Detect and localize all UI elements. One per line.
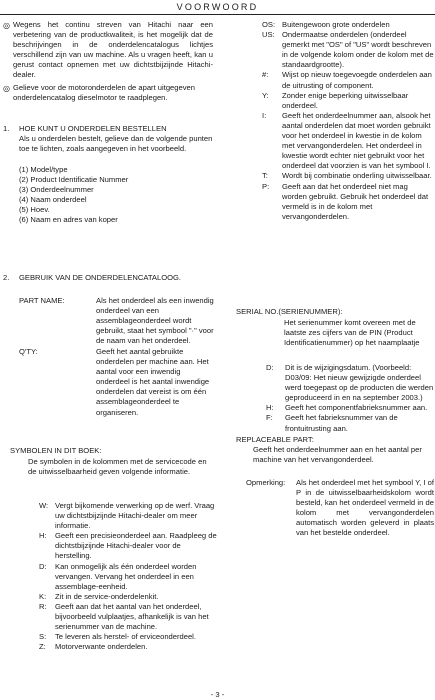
list-item: R: Geeft aan dat het aantal van het onderdeel, bijvoorbeeld vulplaatjes, afhankelijk is van het serienummer van de machine.	[39, 601, 209, 632]
symbols-heading: SYMBOLEN IN DIT BOEK:	[10, 446, 102, 455]
bullet-icon: ◎	[3, 21, 10, 30]
section1-text: Als u onderdelen bestelt, gelieve dan de volgende punten toe te lichten, zoals aangegeven in het voorbeeld.	[19, 134, 213, 154]
list-item: #: Wijst op nieuw toegevoegde onderdelen aan de uitrusting of component.	[262, 70, 432, 90]
qty-label: Q'TY:	[19, 347, 38, 356]
list-item: T: Wordt bij combinatie onderling uitwisselbaar.	[262, 171, 432, 181]
list-item: D: Dit is de wijzigingsdatum. (Voorbeeld: D03/09: Het nieuw gewijzigde onderdeel werd toegepast op de producten die werden geproduceerd in en na september 2003.)	[266, 363, 434, 403]
intro-text-1: Wegens het continu streven van Hitachi naar een verbetering van de productkwaliteit, is het mogelijk dat de beschrijvingen in de onderdelencatalogus lichtjes verschillend zijn van uw machine. Als u vragen heeft, kan u gerust contact opnemen met uw dichtstbijzijnde Hitachi-dealer.	[13, 20, 213, 80]
list-item: S: Te leveren als herstel- of erviceonderdeel.	[39, 632, 196, 642]
list-item: Z: Motorverwante onderdelen.	[39, 642, 148, 652]
list-item: K: Zit in de service-onderdelenkit.	[39, 591, 159, 601]
list-item: D: Kan onmogelijk als één onderdeel worden vervangen. Vervang het onderdeel in een assemblage-eenheid.	[39, 561, 197, 591]
list-item: I: Geeft het onderdeelnummer aan, alsook het aantal onderdelen dat moet worden gebruikt voor het onderdeel in kwestie in de kolom met vervangonderdelen. Het onderdeel in kwestie wordt echter niet gebruikt voor het onderdeel dat voorzien is van het symbool I.	[262, 110, 431, 171]
list-item: OS: Buitengewoon grote onderdelen	[262, 20, 390, 29]
section2-heading: GEBRUIK VAN DE ONDERDELENCATALOOG.	[19, 273, 182, 282]
remark-label: Opmerking:	[246, 478, 286, 487]
page-number: - 3 -	[210, 690, 225, 699]
list-item: H: Geeft het componentfabrieksnummer aan.	[266, 403, 428, 413]
list-item: (2) Product Identificatie Nummer	[19, 175, 129, 185]
list-item: H: Geeft een precisieonderdeel aan. Raadpleeg de dichtstbijzijnde Hitachi-dealer voor de herstelling.	[39, 531, 217, 561]
serial-text: Het serienummer komt overeen met de laatste zes cijfers van de PIN (Product Identificatienummer) op het naamplaatje	[284, 318, 420, 348]
list-item: (3) Onderdeelnummer	[19, 185, 94, 195]
section1-number: 1.	[3, 124, 10, 133]
serial-list	[266, 363, 434, 434]
part-name-text: Als het onderdeel als een inwendig onderdeel van een assemblageonderdeel wordt gebruikt, staat het symbool "·" voor de naam van het onderdeel.	[96, 296, 214, 346]
replaceable-heading: REPLACEABLE PART:	[236, 435, 314, 444]
bullet-icon: ◎	[3, 84, 10, 93]
list-item: US: Ondermaatse onderdelen (onderdeel gemerkt met "OS" of "US" wordt beschreven in de volgende kolom onder de kolom met de standaardgrootte).	[262, 30, 434, 70]
intro-bullet-1	[3, 20, 213, 81]
list-item: (6) Naam en adres van koper	[19, 215, 118, 225]
list-item: Y: Zonder enige beperking uitwisselbaar onderdeel.	[262, 90, 409, 110]
list-item: F: Geeft het fabrieksnummer van de frontuitrusting aan.	[266, 413, 398, 433]
list-item: (1) Model/type	[19, 165, 68, 174]
part-name-label: PART NAME:	[19, 296, 65, 305]
symbols-left-list	[39, 501, 219, 652]
list-item: (5) Hoev.	[19, 205, 50, 215]
page-title: VOORWOORD	[176, 2, 259, 12]
qty-text: Geeft het aantal gebruikte onderdelen per machine aan. Het aantal voor een inwendig onderdeel is het aantal inwendige onderdelen dat vereist is om één assemblageonderdeel te organiseren.	[96, 347, 210, 417]
list-item: (4) Naam onderdeel	[19, 195, 87, 205]
section2-number: 2.	[3, 273, 10, 282]
remark-text: Als het onderdeel met het symbool Y, I of P in de uitwisselbaarheidskolom wordt besteld, kan het onderdeel vermeld in de kolom met vervangonderdelen automatisch worden geleverd in plaats van het bestelde onderdeel.	[296, 478, 434, 538]
serial-heading: SERIAL NO.(SERIENUMMER):	[236, 307, 343, 316]
list-item: P: Geeft aan dat het onderdeel niet mag worden gebruikt. Gebruik het onderdeel dat vermeld is in de kolom met vervangonderdelen.	[262, 181, 429, 221]
replaceable-text: Geeft het onderdeelnummer aan en het aantal per machine van het vervangonderdeel.	[253, 445, 422, 465]
section1-heading: HOE KUNT U ONDERDELEN BESTELLEN	[19, 124, 167, 133]
symbols-right-list	[262, 20, 434, 222]
section1-list	[19, 165, 128, 226]
list-item: W: Vergt bijkomende verwerking op de werf. Vraag uw dichtstbijzijnde Hitachi-dealer om meer informatie.	[39, 501, 215, 531]
symbols-intro: De symbolen in de kolommen met de servicecode en de uitwisselbaarheid geven volgende informatie.	[28, 457, 207, 477]
intro-bullet-2	[3, 83, 213, 103]
header-rule	[0, 14, 435, 15]
intro-text-2: Gelieve voor de motoronderdelen de apart uitgegeven onderdelencatalog dieselmotor te raadplegen.	[13, 83, 195, 103]
